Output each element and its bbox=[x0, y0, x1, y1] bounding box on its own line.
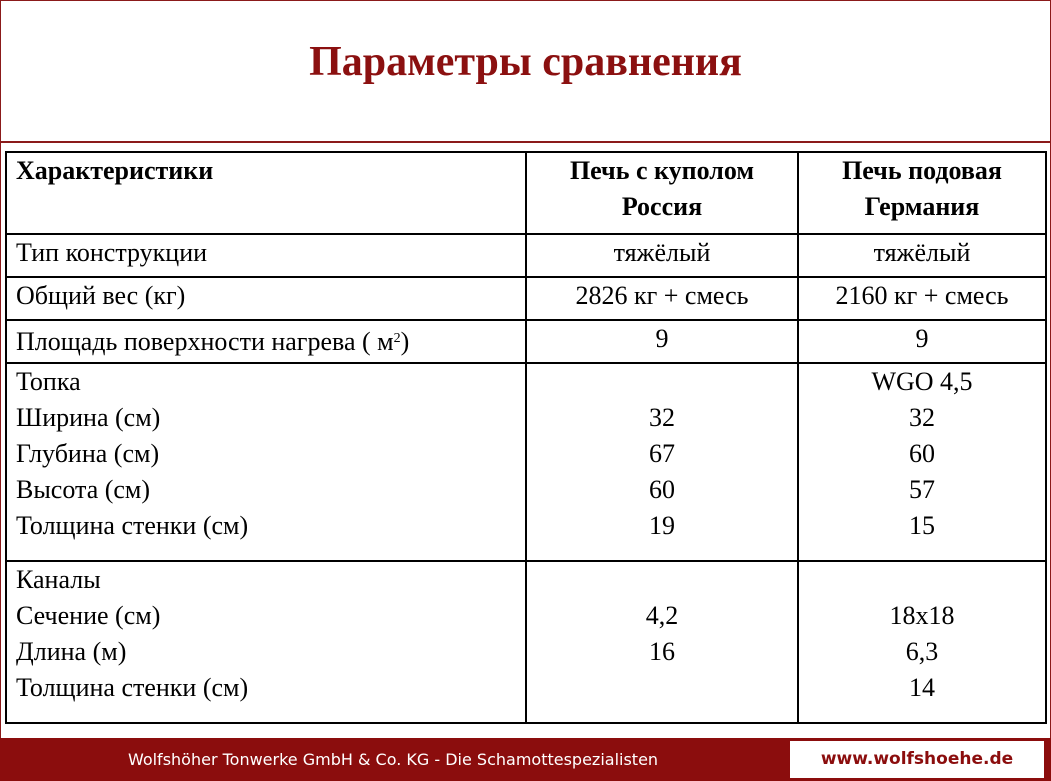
channels-russia-values bbox=[526, 561, 798, 723]
furnace-label: Глубина (см) bbox=[16, 439, 160, 468]
furnace-russia-group-value bbox=[536, 364, 788, 400]
table-row bbox=[6, 320, 1046, 363]
title-divider bbox=[0, 141, 1051, 143]
header-row bbox=[6, 152, 1046, 234]
channels-group-label: Каналы bbox=[16, 565, 101, 594]
germany-value: 6,3 bbox=[905, 637, 939, 666]
russia-value: 60 bbox=[649, 475, 675, 504]
page-title: Параметры сравнения bbox=[309, 39, 742, 85]
germany-value: тяжёлый bbox=[798, 234, 1046, 277]
furnace-labels bbox=[6, 363, 526, 561]
channels-germany-values bbox=[798, 561, 1046, 723]
row-label-text: Площадь поверхности нагрева ( м bbox=[16, 327, 394, 356]
russia-value: 9 bbox=[526, 320, 798, 363]
channels-label: Сечение (см) bbox=[16, 601, 161, 630]
germany-value: 14 bbox=[909, 673, 935, 702]
superscript: 2 bbox=[393, 331, 401, 346]
channels-block bbox=[6, 561, 1046, 723]
furnace-block bbox=[6, 363, 1046, 561]
russia-value: 16 bbox=[649, 637, 675, 666]
germany-value: 18x18 bbox=[889, 601, 955, 630]
russia-value: тяжёлый bbox=[526, 234, 798, 277]
header-russia-line1: Печь с куполом bbox=[569, 156, 755, 185]
russia-value: 67 bbox=[649, 439, 675, 468]
russia-value: 19 bbox=[649, 511, 675, 540]
table-row bbox=[6, 277, 1046, 320]
russia-value: 2826 кг + смесь bbox=[526, 277, 798, 320]
channels-label: Длина (м) bbox=[16, 637, 127, 666]
furnace-model: WGO 4,5 bbox=[871, 367, 973, 396]
furnace-label: Ширина (см) bbox=[16, 403, 161, 432]
header-germany bbox=[798, 152, 1046, 234]
germany-value: 15 bbox=[909, 511, 935, 540]
channels-labels bbox=[6, 561, 526, 723]
furnace-label: Высота (см) bbox=[16, 475, 151, 504]
row-label bbox=[6, 320, 526, 363]
germany-value: 57 bbox=[909, 475, 935, 504]
russia-value: 32 bbox=[649, 403, 675, 432]
germany-value: 60 bbox=[909, 439, 935, 468]
footer-website-link[interactable]: www.wolfshoehe.de bbox=[790, 741, 1044, 778]
furnace-russia-values bbox=[526, 363, 798, 561]
footer-bar bbox=[0, 738, 1051, 781]
header-germany-line1: Печь подовая bbox=[842, 156, 1002, 185]
header-russia-line2: Россия bbox=[621, 192, 703, 221]
row-label: Тип конструкции bbox=[6, 234, 526, 277]
germany-value: 32 bbox=[909, 403, 935, 432]
row-label-end: ) bbox=[400, 327, 410, 356]
russia-value bbox=[536, 670, 788, 706]
germany-value: 9 bbox=[798, 320, 1046, 363]
germany-value: 2160 кг + смесь bbox=[798, 277, 1046, 320]
comparison-table bbox=[5, 151, 1047, 724]
row-label: Общий вес (кг) bbox=[6, 277, 526, 320]
channels-label: Толщина стенки (см) bbox=[16, 673, 249, 702]
furnace-group-label: Топка bbox=[16, 367, 81, 396]
table-row bbox=[6, 234, 1046, 277]
header-characteristics: Характеристики bbox=[6, 152, 526, 234]
furnace-label: Толщина стенки (см) bbox=[16, 511, 249, 540]
footer-company: Wolfshöher Tonwerke GmbH & Co. KG - Die Schamottespezialisten bbox=[127, 750, 659, 769]
header-russia bbox=[526, 152, 798, 234]
header-germany-line2: Германия bbox=[864, 192, 980, 221]
russia-value: 4,2 bbox=[645, 601, 679, 630]
furnace-germany-values bbox=[798, 363, 1046, 561]
